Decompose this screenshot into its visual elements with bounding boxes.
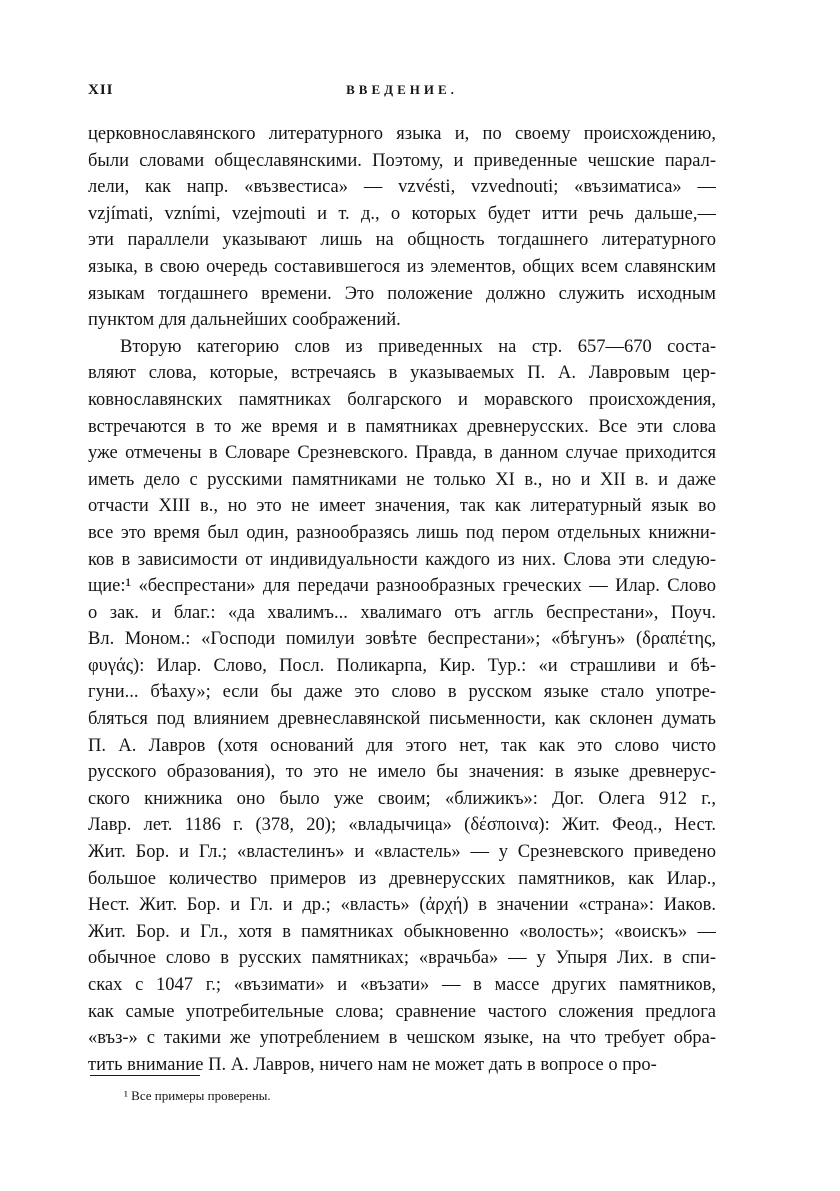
text-line: сках с 1047 г.; «възимати» и «възати» — в массе других памятников, xyxy=(88,975,716,995)
text-line: русского образования), то это не имело бы значения: в языке древнерус- xyxy=(88,762,716,783)
footnote: ¹ Все примеры проверены. xyxy=(124,1088,271,1103)
text-line: ского книжника оно было уже своим; «ближикъ»: Дог. Олега 912 г., xyxy=(88,788,716,809)
body-text xyxy=(88,121,716,1078)
text-line: церковнославянского литературного языка и, по своему происхождению, xyxy=(88,124,716,144)
text-line: языкам тогдашнего времени. Это положение должно служить исходным xyxy=(88,283,716,304)
text-line: П. А. Лавров (хотя оснований для этого нет, так как это слово чисто xyxy=(88,735,716,756)
text-line: гуни... бѣаху»; если бы даже это слово в русском языке стало употре- xyxy=(88,682,716,703)
text-line: Жит. Бор. и Гл.; «властелинъ» и «властель» — у Срезневского приведено xyxy=(88,842,716,863)
text-line: φυγάς): Илар. Слово, Посл. Поликарпа, Кир. Тур.: «и страшливи и бѣ- xyxy=(88,655,716,676)
text-line: Лавр. лет. 1186 г. (378, 20); «владычица» (δέσποινα): Жит. Феод., Нест. xyxy=(88,815,716,836)
running-title: ВВЕДЕНИЕ. xyxy=(346,82,458,97)
text-line: о зак. и благ.: «да хвалимъ... хвалимаго отъ аггль беспрестани», Поуч. xyxy=(88,602,716,623)
text-line: щие:¹ «беспрестани» для передачи разнообразных греческих — Илар. Слово xyxy=(88,576,716,597)
text-line: вляют слова, которые, встречаясь в указываемых П. А. Лавровым цер- xyxy=(88,363,716,384)
text-line: тить внимание П. А. Лавров, ничего нам не может дать в вопросе о про- xyxy=(88,1054,657,1075)
text-line: все это время был один, разнообразясь лишь под пером отдельных книжни- xyxy=(88,522,716,543)
text-line: языка, в свою очередь составившегося из элементов, общих всем славянским xyxy=(88,256,716,277)
text-line: Жит. Бор. и Гл., хотя в памятниках обыкновенно «волость»; «воискъ» — xyxy=(88,921,716,942)
text-line: Нест. Жит. Бор. и Гл. и др.; «власть» (ἀρχή) в значении «страна»: Иаков. xyxy=(88,895,716,916)
footnote-separator xyxy=(90,1075,200,1076)
page-number: XII xyxy=(88,82,114,98)
text-line: бляться под влиянием древнеславянской письменности, как склонен думать xyxy=(88,709,716,730)
text-line: Вторую категорию слов из приведенных на стр. 657—670 соста- xyxy=(120,336,716,357)
text-line: ковнославянских памятниках болгарского и моравского происхождения, xyxy=(88,389,716,410)
text-line: лели, как напр. «възвестиса» — vzvésti, vzvednouti; «възиматиса» — xyxy=(88,177,716,198)
text-line: как самые употребительные слова; сравнение частого сложения предлога xyxy=(88,1001,716,1022)
text-line: ков в зависимости от индивидуальности каждого из них. Слова эти следую- xyxy=(88,549,716,570)
text-line: vzjímati, vzními, vzejmouti и т. д., о которых будет итти речь дальше,— xyxy=(88,203,716,224)
text-line: были словами общеславянскими. Поэтому, и приведенные чешские парал- xyxy=(88,150,716,171)
text-line: иметь дело с русскими памятниками не только XI в., но и XII в. и даже xyxy=(88,469,716,490)
text-line: Вл. Моном.: «Господи помилуи зовѣте беспрестани»; «бѣгунъ» (δραπέτης, xyxy=(88,629,716,650)
text-line: встречаются в то же время и в памятниках древнерусских. Все эти слова xyxy=(88,416,716,437)
text-line: пунктом для дальнейших соображений. xyxy=(88,310,401,331)
text-line: большое количество примеров из древнерусских памятников, как Илар., xyxy=(88,868,716,889)
text-line: «въз-» с такими же употреблением в чешском языке, на что требует обра- xyxy=(88,1028,716,1049)
text-line: уже отмечены в Словаре Срезневского. Правда, в данном случае приходится xyxy=(88,443,716,464)
running-header xyxy=(88,82,716,102)
text-line: эти параллели указывают лишь на общность тогдашнего литературного xyxy=(88,230,716,251)
text-line: обычное слово в русских памятниках; «врачьба» — у Упыря Лих. в спи- xyxy=(88,948,716,969)
text-line: отчасти XIII в., но это не имеет значения, так как литературный язык во xyxy=(88,496,716,517)
